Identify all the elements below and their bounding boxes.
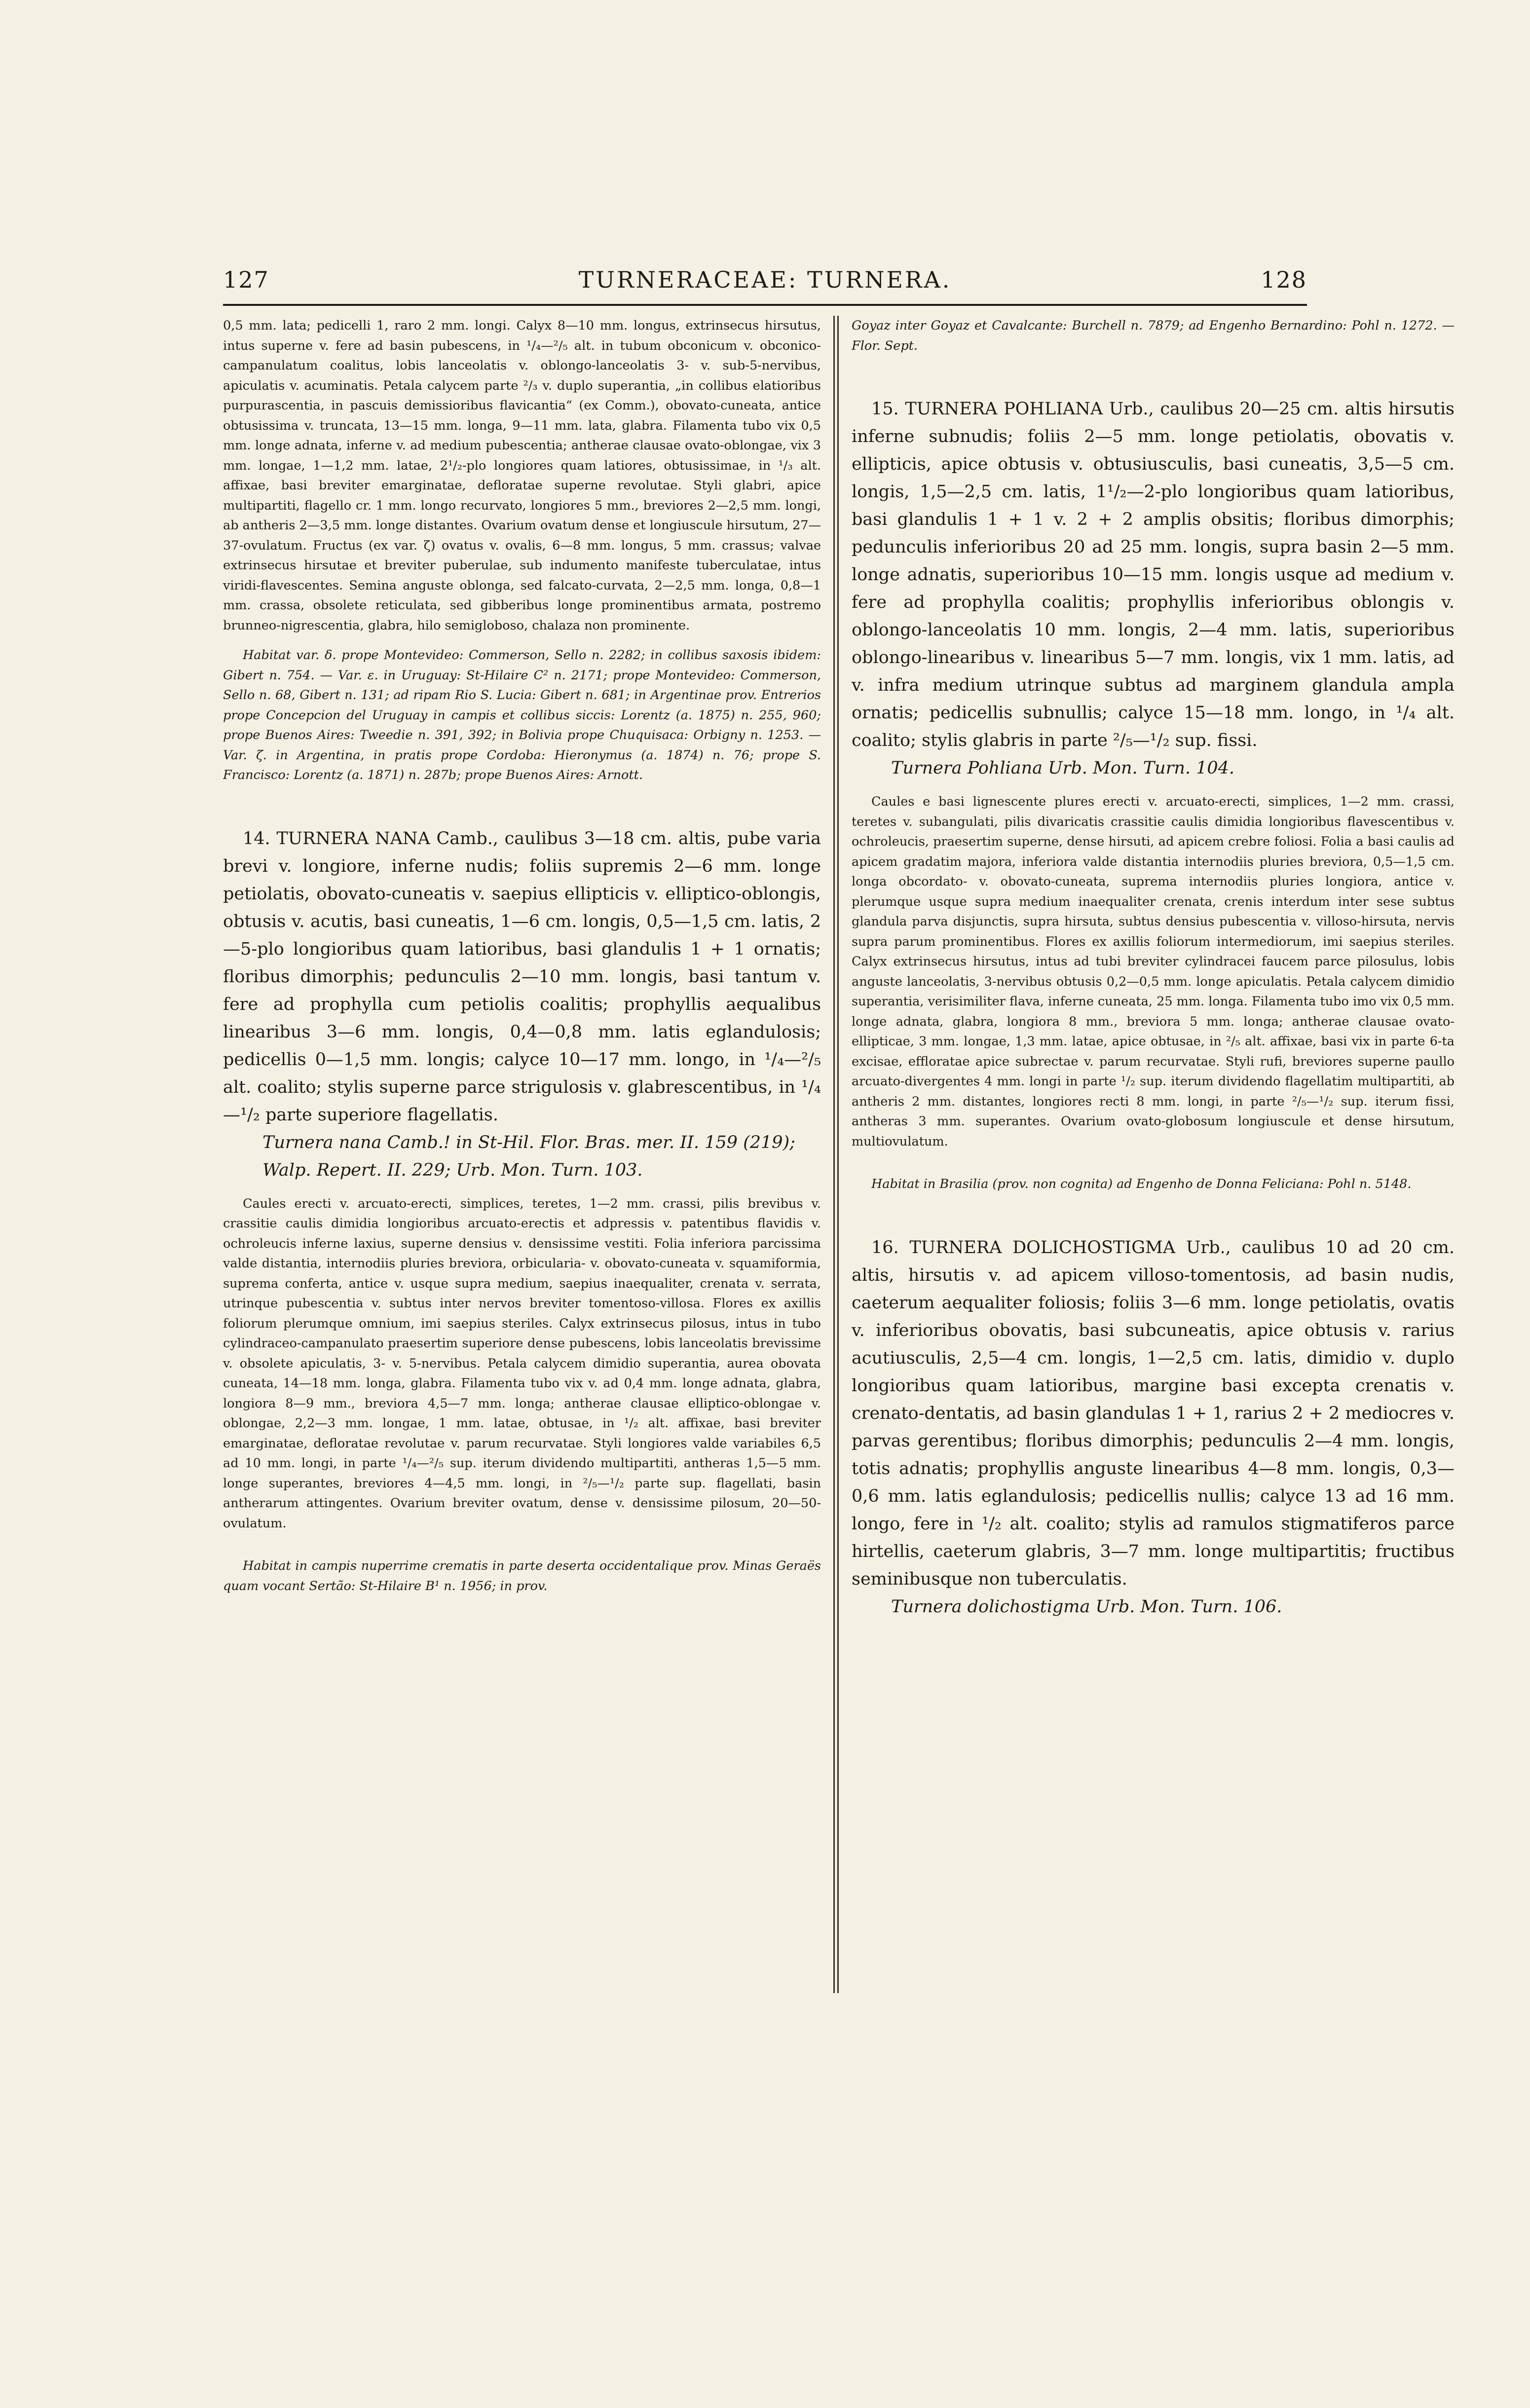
right-column <box>852 316 1455 1621</box>
species-15-citation: Turnera Pohliana Urb. Mon. Turn. 104. <box>891 758 1235 778</box>
header-rule <box>223 304 1307 306</box>
description-continued: 0,5 mm. lata; pedicelli 1, raro 2 mm. longi. Calyx 8—10 mm. longus, extrinsecus hirsutus, intus superne v. fere ad basin pubescens, in ¹/₄—²/₅ alt. in tubum obconicum v. obconico-campanulatum coalitus, lobis lanceolatis v. oblongo-lanceolatis 3- v. sub-5-nervibus, apiculatis v. acuminatis. Petala calycem parte ²/₃ v. duplo superantia, „in collibus elatioribus purpurascentia, in pascuis demissioribus flavicantia“ (ex Comm.), obovato-cuneata, antice obtusissima v. truncata, 13—15 mm. longa, 9—11 mm. lata, glabra. Filamenta tubo vix 0,5 mm. longe adnata, inferne v. ad medium pubescentia; antherae clausae ovato-oblongae, vix 3 mm. longae, 1—1,2 mm. latae, 2¹/₂-plo longiores quam latiores, obtusissimae, in ¹/₃ alt. affixae, basi breviter emarginatae, defloratae superne revolutae. Styli glabri, apice multipartiti, flagello cr. 1 mm. longo recurvato, longiores 5 mm., breviores 2—2,5 mm. longi, ab antheris 2—3,5 mm. longe distantes. Ovarium ovatum dense et longiuscule hirsutum, 27—37-ovulatum. Fructus (ex var. ζ) ovatus v. ovalis, 6—8 mm. longus, 5 mm. crassus; valvae extrinsecus hirsutae et breviter puberulae, sub indumento manifeste tuberculatae, intus viridi-flavescentes. Semina anguste oblonga, sed falcato-curvata, 2—2,5 mm. longa, 0,8—1 mm. crassa, obsolete reticulata, sed gibberibus longe prominentibus armata, postremo brunneo-nigrescentia, glabra, hilo semigloboso, chalaza non prominente. <box>223 318 821 633</box>
habitat-continued: Goyaz inter Goyaz et Cavalcante: Burchell n. 7879; ad Engenho Bernardino: Pohl n. 1272. — Flor. Sept. <box>852 318 1455 353</box>
species-15-habitat: Habitat in Brasilia (prov. non cognita) ad Engenho de Donna Feliciana: Pohl n. 5148. <box>871 1177 1412 1191</box>
page-number-left: 127 <box>223 266 269 293</box>
species-14-citation: Turnera nana Camb.! in St-Hil. Flor. Bras. mer. II. 159 (219); Walp. Repert. II. 229; Urb. Mon. Turn. 103. <box>262 1132 795 1180</box>
species-14-diagnosis: 14. TURNERA NANA Camb., caulibus 3—18 cm. altis, pube varia brevi v. longiore, inferne nudis; foliis supremis 2—6 mm. longe petiolatis, obovato-cuneatis v. saepius ellipticis v. elliptico-oblongis, obtusis v. acutis, basi cuneatis, 1—6 cm. longis, 0,5—1,5 cm. latis, 2—5-plo longioribus quam latioribus, basi glandulis 1 + 1 ornatis; floribus dimorphis; pedunculis 2—10 mm. longis, basi tantum v. fere ad prophylla cum petiolis coalitis; prophyllis aequalibus linearibus 3—6 mm. longis, 0,4—0,8 mm. latis eglandulosis; pedicellis 0—1,5 mm. longis; calyce 10—17 mm. longo, in ¹/₄—²/₅ alt. coalito; stylis superne parce strigulosis v. glabrescentibus, in ¹/₄—¹/₂ parte superiore flagellatis. <box>223 828 821 1125</box>
column-divider-a <box>833 316 835 1993</box>
page-number-right: 128 <box>1261 266 1307 293</box>
running-title: TURNERACEAE: TURNERA. <box>578 266 952 293</box>
species-16-diagnosis: 16. TURNERA DOLICHOSTIGMA Urb., caulibus 10 ad 20 cm. altis, hirsutis v. ad apicem villoso-tomentosis, ad basin nudis, caeterum aequaliter foliosis; foliis 3—6 mm. longe petiolatis, ovatis v. inferioribus obovatis, basi subcuneatis, apice obtusis v. rarius acutiusculis, 2,5—4 cm. longis, 1—2,5 cm. latis, dimidio v. duplo longioribus quam latioribus, margine basi excepta crenatis v. crenato-dentatis, ad basin glandulas 1 + 1, rarius 2 + 2 mediocres v. parvas gerentibus; floribus dimorphis; pedunculis 2—4 mm. longis, totis adnatis; prophyllis anguste linearibus 4—8 mm. longis, 0,3—0,6 mm. latis eglandulosis; pedicellis nullis; calyce 13 ad 16 mm. longo, fere in ¹/₂ alt. coalito; stylis ad ramulos stigmatiferos parce hirtellis, caeterum glabris, 3—7 mm. longe multipartitis; fructibus seminibusque non tuberculatis. <box>852 1237 1455 1589</box>
habitat-note: Habitat var. δ. prope Montevideo: Commerson, Sello n. 2282; in collibus saxosis ibidem: Gibert n. 754. — Var. ε. in Uruguay: St-Hilaire C² n. 2171; prope Montevideo: Commerson, Sello n. 68, Gibert n. 131; ad ripam Rio S. Lucia: Gibert n. 681; in Argentinae prov. Entrerios prope Concepcion del Uruguay in campis et collibus siccis: Lorentz (a. 1875) n. 255, 960; prope Buenos Aires: Tweedie n. 391, 392; in Bolivia prope Chuquisaca: Orbigny n. 1253. — Var. ζ. in Argentina, in pratis prope Cordoba: Hieronymus (a. 1874) n. 76; prope S. Francisco: Lorentz (a. 1871) n. 287b; prope Buenos Aires: Arnott. <box>223 648 821 782</box>
running-header <box>223 266 1307 298</box>
species-15-diagnosis: 15. TURNERA POHLIANA Urb., caulibus 20—25 cm. altis hirsutis inferne subnudis; foliis 2—5 mm. longe petiolatis, obovatis v. ellipticis, apice obtusis v. obtusiusculis, basi cuneatis, 3,5—5 cm. longis, 1,5—2,5 cm. latis, 1¹/₂—2-plo longioribus quam latioribus, basi glandulis 1 + 1 v. 2 + 2 amplis obsitis; floribus dimorphis; pedunculis inferioribus 20 ad 25 mm. longis, supra basin 2—5 mm. longe adnatis, superioribus 10—15 mm. longis usque ad medium v. fere ad prophylla coalitis; prophyllis inferioribus oblongis v. oblongo-lanceolatis 10 mm. longis, 2—4 mm. latis, superioribus oblongo-linearibus v. linearibus 5—7 mm. longis, vix 1 mm. latis, ad v. infra medium utrinque subtus ad marginem glandula ampla ornatis; pedicellis subnullis; calyce 15—18 mm. longo, in ¹/₄ alt. coalito; stylis glabris in parte ²/₅—¹/₂ sup. fissi. <box>852 399 1455 750</box>
species-14-description: Caules erecti v. arcuato-erecti, simplices, teretes, 1—2 mm. crassi, pilis brevibus v. crassitie caulis dimidia longioribus arcuato-erectis et adpressis v. patentibus flavidis v. ochroleucis inferne laxius, superne densius v. densissime vestiti. Folia inferiora parcissima valde distantia, internodiis pluries breviora, orbicularia- v. obovato-cuneata v. squamiformia, suprema conferta, antice v. usque supra medium, saepius inaequaliter, crenata v. serrata, utrinque pubescentia v. subtus inter nervos breviter tomentoso-villosa. Flores ex axillis foliorum plerumque omnium, imi saepius steriles. Calyx extrinsecus pilosus, intus in tubo cylindraceo-campanulato praesertim superiore dense pubescens, lobis lanceolatis brevissime v. obsolete apiculatis, 3- v. 5-nervibus. Petala calycem dimidio superantia, aurea obovata cuneata, 14—18 mm. longa, glabra. Filamenta tubo vix v. ad 0,4 mm. longe adnata, glabra, longiora 8—9 mm., breviora 4,5—7 mm. longa; antherae clausae elliptico-oblongae v. oblongae, 2,2—3 mm. longae, 1 mm. latae, obtusae, in ¹/₂ alt. affixae, basi breviter emarginatae, defloratae revolutae v. parum recurvatae. Styli longiores valde variabiles 6,5 ad 10 mm. longi, in parte ¹/₄—²/₅ sup. iterum dividendo multipartiti, antheras 1,5—5 mm. longe superantes, breviores 4—4,5 mm. longi, in ²/₅—¹/₂ parte sup. flagellati, basin antherarum attingentes. Ovarium breviter ovatum, dense v. densissime pilosum, 20—50-ovulatum. <box>223 1196 821 1531</box>
left-column <box>223 316 821 1596</box>
species-14-habitat: Habitat in campis nuperrime crematis in parte deserta occidentalique prov. Minas Geraës quam vocant Sertão: St-Hilaire B¹ n. 1956; in prov. <box>223 1558 821 1593</box>
column-divider-b <box>837 316 839 1993</box>
species-16-citation: Turnera dolichostigma Urb. Mon. Turn. 106. <box>891 1596 1282 1617</box>
species-15-description: Caules e basi lignescente plures erecti v. arcuato-erecti, simplices, 1—2 mm. crassi, teretes v. subangulati, pilis divaricatis crassitie caulis dimidia longioribus flavescentibus v. ochroleucis, praesertim superne, dense hirsuti, ad apicem crebre foliosi. Folia a basi caulis ad apicem gradatim majora, inferiora valde distantia internodiis pluries breviora, 0,5—1,5 cm. longa obcordato- v. obovato-cuneata, suprema internodiis pluries longiora, antice v. plerumque usque supra medium inaequaliter crenata, crenis interdum inter sese subtus glandula parva disjunctis, supra hirsuta, subtus densius pubescentia v. villoso-hirsuta, nervis supra parum prominentibus. Flores ex axillis foliorum intermediorum, imi saepius steriles. Calyx extrinsecus hirsutus, intus ad tubi breviter cylindracei faucem parce pilosulus, lobis anguste lanceolatis, 3-nervibus obtusis 0,2—0,5 mm. longe apiculatis. Petala calycem dimidio superantia, verisimiliter flava, inferne cuneata, 25 mm. longa. Filamenta tubo imo vix 0,5 mm. longe adnata, glabra, longiora 8 mm., breviora 5 mm. longa; antherae clausae ovato-ellipticae, 3 mm. longae, 1,3 mm. latae, apice obtusae, in ²/₅ alt. affixae, basi vix in parte 6-ta excisae, effloratae apice subrectae v. parum recurvatae. Styli rufi, breviores superne paullo arcuato-divergentes 4 mm. longi in parte ¹/₂ sup. iterum dividendo flagellatim multipartiti, ab antheris 2 mm. distantes, longiores recti 8 mm. longi, in parte ²/₅—¹/₂ sup. iterum fissi, antheras 3 mm. superantes. Ovarium ovato-globosum longiuscule et dense hirsutum, multiovulatum. <box>852 794 1455 1149</box>
